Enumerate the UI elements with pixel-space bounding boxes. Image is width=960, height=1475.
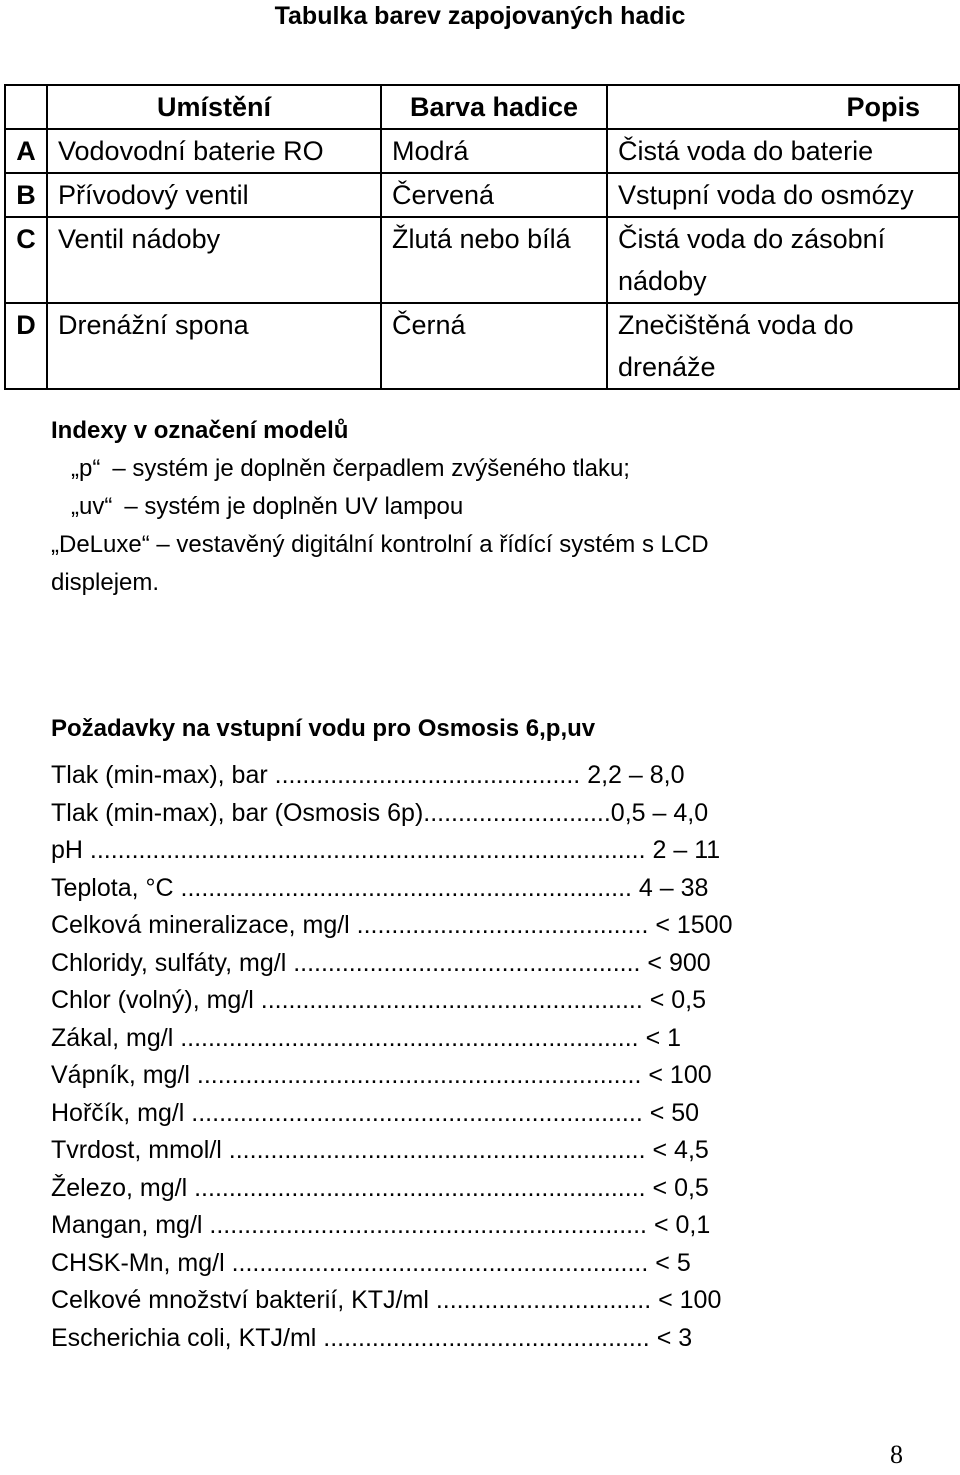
row-letter: B [5, 173, 47, 217]
index-key: „uv“ [71, 493, 113, 520]
index-text: – vestavěný digitální kontrolní a řídící systém s LCD [156, 531, 709, 558]
requirement-row: Železo, mg/l ................................................................. < 0,5 [51, 1173, 709, 1202]
row-hose-color: Černá [381, 303, 607, 389]
header-description: Popis [607, 85, 959, 129]
row-description: Čistá voda do zásobní nádoby [607, 217, 959, 303]
row-hose-color: Modrá [381, 129, 607, 173]
header-hose-color: Barva hadice [381, 85, 607, 129]
hose-color-table [4, 84, 960, 390]
index-item [51, 488, 921, 526]
row-letter: C [5, 217, 47, 303]
index-item [51, 450, 921, 488]
index-key: „DeLuxe“ [51, 531, 150, 558]
requirement-row: Teplota, °C ................................................................. 4 – 38 [51, 873, 709, 902]
row-location: Přívodový ventil [47, 173, 381, 217]
row-description: Vstupní voda do osmózy [607, 173, 959, 217]
index-item-deluxe [51, 526, 921, 564]
requirement-row: pH ................................................................................ 2 – 11 [51, 836, 721, 864]
requirement-row: Tlak (min-max), bar ............................................ 2,2 – 8,0 [51, 761, 685, 789]
model-index-title: Indexy v označení modelů [51, 417, 349, 444]
index-text: – systém je doplněn UV lampou [124, 493, 464, 520]
table-row [5, 129, 959, 173]
row-location: Drenážní spona [47, 303, 381, 389]
requirement-row: Vápník, mg/l ................................................................ < 100 [51, 1061, 712, 1089]
table-row [5, 173, 959, 217]
table-row [5, 303, 959, 389]
requirement-row: Mangan, mg/l ............................................................... < 0,1 [51, 1211, 711, 1239]
row-location: Ventil nádoby [47, 217, 381, 303]
row-hose-color: Žlutá nebo bílá [381, 217, 607, 303]
index-key: „p“ [71, 455, 101, 482]
requirement-row: Celková mineralizace, mg/l .......................................... < 1500 [51, 911, 733, 939]
page-number: 8 [890, 1440, 903, 1469]
requirement-row: Tlak (min-max), bar (Osmosis 6p)...........................0,5 – 4,0 [51, 798, 709, 827]
table-header-row [5, 85, 959, 129]
requirement-row: Zákal, mg/l .................................................................. < 1 [51, 1023, 682, 1052]
document-title: Tabulka barev zapojovaných hadic [274, 2, 686, 30]
requirements-list [51, 757, 733, 1357]
requirements-title: Požadavky na vstupní vodu pro Osmosis 6,p,uv [51, 715, 596, 742]
requirement-row: Chlor (volný), mg/l ....................................................... < 0,5 [51, 986, 707, 1014]
requirement-row: Hořčík, mg/l ................................................................. < 50 [51, 1098, 700, 1127]
row-location: Vodovodní baterie RO [47, 129, 381, 173]
row-hose-color: Červená [381, 173, 607, 217]
row-letter: D [5, 303, 47, 389]
requirement-row: Escherichia coli, KTJ/ml ............................................... < 3 [51, 1323, 693, 1352]
requirement-row: CHSK-Mn, mg/l ............................................................ < 5 [51, 1248, 691, 1277]
table-row [5, 217, 959, 303]
requirement-row: Celkové množství bakterií, KTJ/ml ............................... < 100 [51, 1286, 722, 1314]
row-description: Čistá voda do baterie [607, 129, 959, 173]
row-description: Znečištěná voda do drenáže [607, 303, 959, 389]
requirement-row: Chloridy, sulfáty, mg/l .................................................. < 900 [51, 948, 711, 977]
model-index-section [51, 412, 921, 602]
index-text: – systém je doplněn čerpadlem zvýšeného tlaku; [112, 455, 630, 482]
header-location: Umístění [47, 85, 381, 129]
index-continuation: displejem. [51, 569, 160, 596]
header-empty-cell [5, 85, 47, 129]
requirement-row: Tvrdost, mmol/l ............................................................ < 4,5 [51, 1136, 709, 1164]
row-letter: A [5, 129, 47, 173]
